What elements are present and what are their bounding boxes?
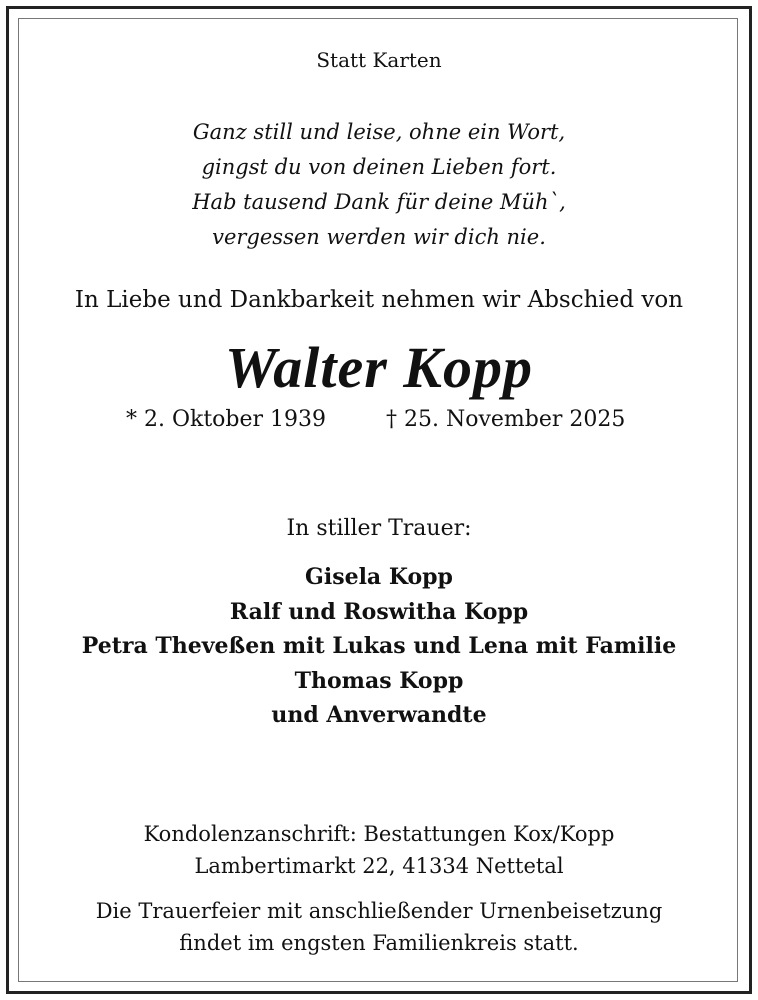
deceased-name: Walter Kopp bbox=[225, 335, 533, 400]
mourners-list bbox=[0, 560, 758, 733]
ceremony-line: Die Trauerfeier mit anschließender Urnenbeisetzung bbox=[95, 899, 663, 923]
death-date: † 25. November 2025 bbox=[386, 407, 626, 432]
birth-date: * 2. Oktober 1939 bbox=[126, 407, 327, 432]
mourner: Gisela Kopp bbox=[305, 564, 453, 590]
poem-line: gingst du von deinen Lieben fort. bbox=[201, 155, 557, 179]
condolence-line: Lambertimarkt 22, 41334 Nettetal bbox=[194, 854, 564, 878]
poem-line: Ganz still und leise, ohne ein Wort, bbox=[192, 120, 566, 144]
ceremony-line: findet im engsten Familienkreis statt. bbox=[179, 931, 579, 955]
condolence-line: Kondolenzanschrift: Bestattungen Kox/Kopp bbox=[143, 822, 615, 846]
mourner: Petra Theveßen mit Lukas und Lena mit Familie bbox=[81, 633, 677, 659]
intro-text: In Liebe und Dankbarkeit nehmen wir Abschied von bbox=[74, 287, 684, 313]
condolence-address bbox=[0, 818, 758, 882]
poem bbox=[0, 115, 758, 255]
mourner: Thomas Kopp bbox=[294, 667, 464, 694]
poem-line: vergessen werden wir dich nie. bbox=[212, 225, 546, 249]
header-text: Statt Karten bbox=[316, 48, 442, 72]
mourner: und Anverwandte bbox=[271, 702, 487, 728]
mourner: Ralf und Roswitha Kopp bbox=[229, 598, 529, 625]
ceremony-info bbox=[0, 895, 758, 959]
poem-line: Hab tausend Dank für deine Müh`, bbox=[192, 190, 566, 214]
mourning-label: In stiller Trauer: bbox=[286, 516, 472, 541]
